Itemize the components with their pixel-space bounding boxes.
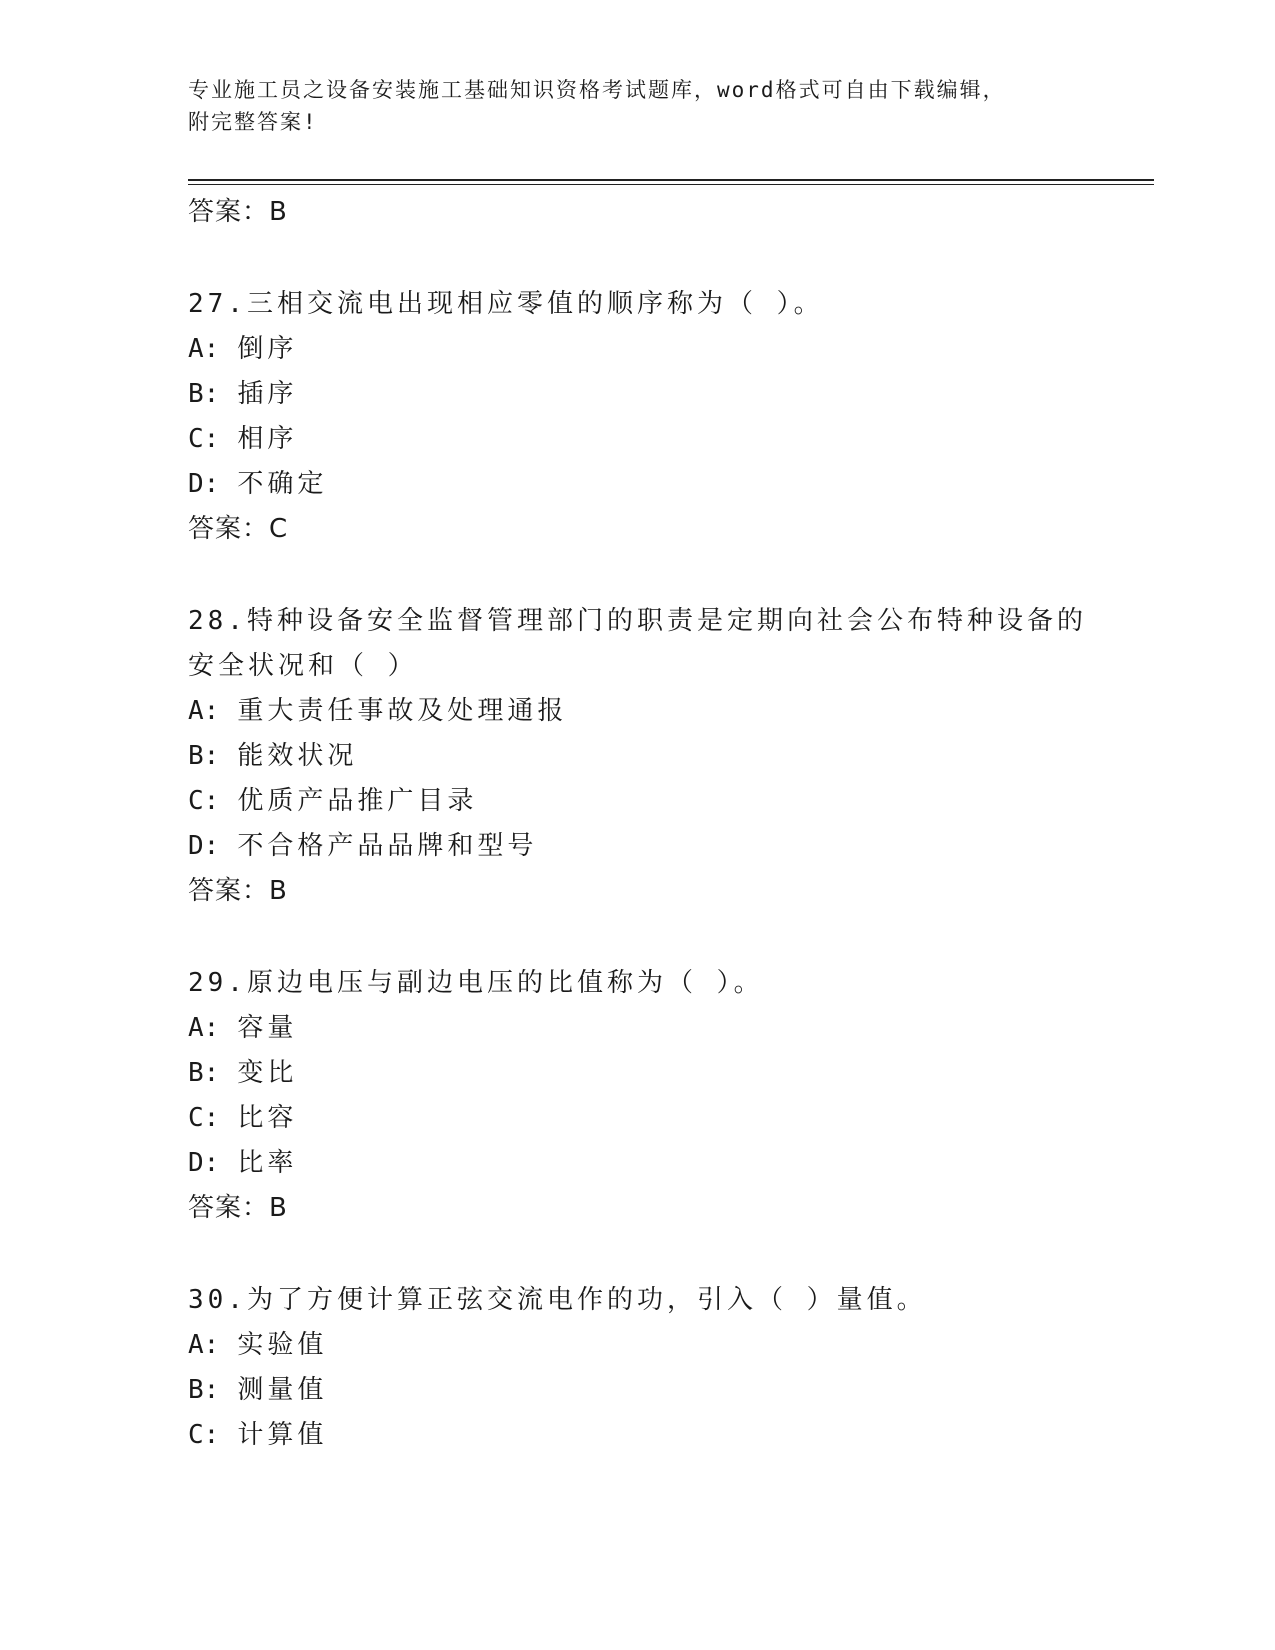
option-letter: C: (188, 1420, 220, 1450)
option-d (188, 462, 1088, 507)
option-text: 比容 (237, 1103, 298, 1133)
question-number: 27. (188, 289, 247, 319)
question-number: 28. (188, 606, 247, 636)
question-29 (188, 961, 1088, 1230)
option-b (188, 1368, 1088, 1413)
question-stem: 特种设备安全监督管理部门的职责是定期向社会公布特种设备的安全状况和（ ） (188, 606, 1087, 681)
question-text (188, 599, 1088, 689)
option-text: 变比 (237, 1058, 298, 1088)
option-b (188, 1051, 1088, 1096)
option-text: 不确定 (237, 469, 328, 499)
question-answer: 答案：B (188, 876, 288, 906)
option-letter: A: (188, 1330, 220, 1360)
question-list (188, 190, 1088, 1506)
option-c (188, 1413, 1088, 1458)
header-divider-thin (188, 184, 1154, 185)
option-a (188, 689, 1088, 734)
option-text: 计算值 (237, 1420, 328, 1450)
option-text: 重大责任事故及处理通报 (237, 696, 568, 726)
option-d (188, 824, 1088, 869)
document-header (188, 74, 1088, 138)
option-text: 相序 (237, 424, 298, 454)
header-line-2: 附完整答案! (188, 110, 318, 134)
question-answer: 答案：C (188, 514, 289, 544)
option-b (188, 372, 1088, 417)
option-letter: A: (188, 1013, 220, 1043)
option-text: 容量 (237, 1013, 298, 1043)
option-letter: B: (188, 379, 220, 409)
option-letter: C: (188, 424, 220, 454)
question-text (188, 282, 1088, 327)
option-c (188, 1096, 1088, 1141)
option-letter: B: (188, 741, 220, 771)
option-letter: D: (188, 831, 220, 861)
option-text: 测量值 (237, 1375, 328, 1405)
option-a (188, 1006, 1088, 1051)
option-text: 比率 (237, 1148, 298, 1178)
option-letter: A: (188, 696, 220, 726)
question-text (188, 1278, 1088, 1323)
question-stem: 三相交流电出现相应零值的顺序称为（ ）。 (246, 289, 824, 319)
option-text: 实验值 (237, 1330, 328, 1360)
question-28 (188, 599, 1088, 913)
option-letter: C: (188, 786, 220, 816)
option-letter: D: (188, 1148, 220, 1178)
option-text: 能效状况 (237, 741, 358, 771)
option-c (188, 417, 1088, 462)
option-b (188, 734, 1088, 779)
option-letter: D: (188, 469, 220, 499)
option-c (188, 779, 1088, 824)
question-stem: 为了方便计算正弦交流电作的功，引入（ ）量值。 (246, 1285, 927, 1315)
option-d (188, 1141, 1088, 1186)
option-letter: C: (188, 1103, 220, 1133)
option-a (188, 327, 1088, 372)
header-line-1: 专业施工员之设备安装施工基础知识资格考试题库，word格式可自由下载编辑， (188, 78, 1006, 102)
option-text: 倒序 (237, 334, 298, 364)
option-letter: A: (188, 334, 220, 364)
question-text (188, 961, 1088, 1006)
option-letter: B: (188, 1375, 220, 1405)
question-stem: 原边电压与副边电压的比值称为（ ）。 (246, 968, 764, 998)
previous-answer: 答案：B (188, 197, 288, 227)
question-30 (188, 1278, 1088, 1458)
option-text: 插序 (237, 379, 298, 409)
question-number: 29. (188, 968, 247, 998)
option-a (188, 1323, 1088, 1368)
option-text: 优质产品推广目录 (237, 786, 478, 816)
header-divider-thick (188, 179, 1154, 181)
question-number: 30. (188, 1285, 247, 1315)
question-answer: 答案：B (188, 1193, 288, 1223)
option-text: 不合格产品品牌和型号 (237, 831, 538, 861)
question-27 (188, 282, 1088, 551)
option-letter: B: (188, 1058, 220, 1088)
